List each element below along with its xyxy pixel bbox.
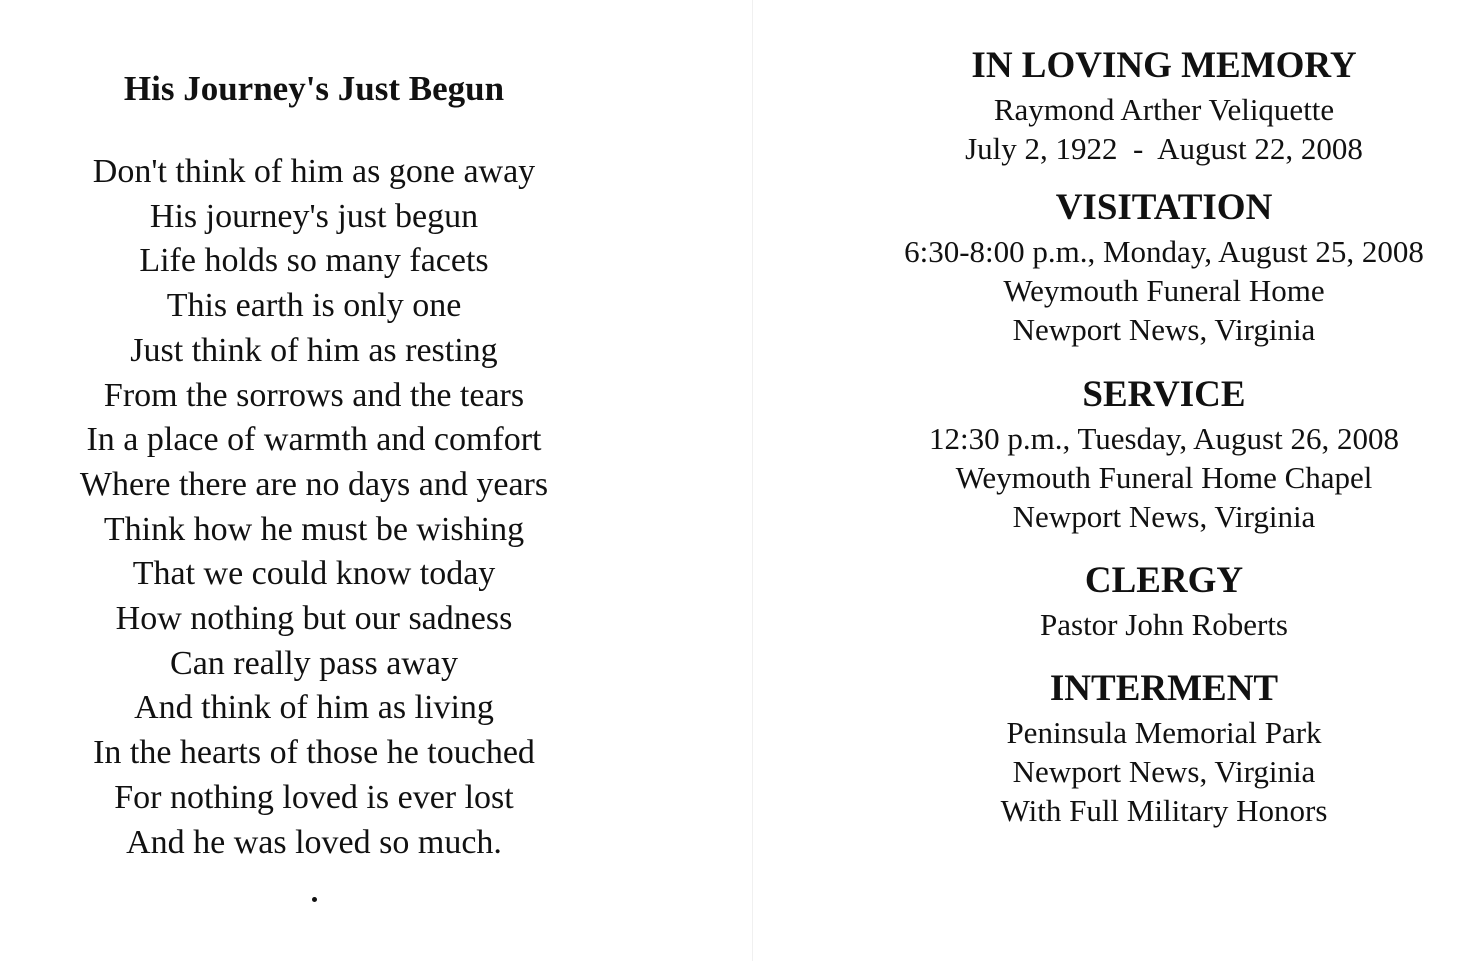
poem-line: Think how he must be wishing bbox=[103, 510, 525, 548]
poem-line: Where there are no days and years bbox=[79, 465, 549, 503]
poem-line: Can really pass away bbox=[170, 644, 458, 682]
interment-honors: With Full Military Honors bbox=[1000, 793, 1328, 828]
interment-place: Peninsula Memorial Park bbox=[1006, 715, 1322, 750]
poem-line: This earth is only one bbox=[166, 287, 462, 325]
memory-heading: IN LOVING MEMORY bbox=[971, 45, 1357, 86]
fold-line bbox=[752, 0, 753, 961]
poem-line: Just think of him as resting bbox=[130, 331, 498, 369]
service-place: Weymouth Funeral Home Chapel bbox=[955, 460, 1373, 495]
interment-section bbox=[864, 665, 1464, 830]
clergy-name: Pastor John Roberts bbox=[1040, 607, 1288, 642]
visitation-city: Newport News, Virginia bbox=[1012, 312, 1316, 347]
poem-line: And think of him as living bbox=[134, 689, 494, 727]
visitation-place: Weymouth Funeral Home bbox=[1003, 273, 1325, 308]
poem-panel bbox=[14, 66, 614, 865]
interment-city: Newport News, Virginia bbox=[1012, 754, 1316, 789]
poem-line: And he was loved so much. bbox=[126, 823, 502, 861]
poem-line: How nothing but our sadness bbox=[115, 600, 513, 638]
service-info-panel bbox=[864, 42, 1464, 844]
poem-line: For nothing loved is ever lost bbox=[114, 778, 514, 816]
memory-section bbox=[864, 42, 1464, 168]
poem-title: His Journey's Just Begun bbox=[123, 69, 505, 108]
life-dates: July 2, 1922 - August 22, 2008 bbox=[965, 131, 1363, 166]
poem-line: That we could know today bbox=[132, 555, 496, 593]
poem-line: From the sorrows and the tears bbox=[103, 376, 525, 414]
poem-line: In a place of warmth and comfort bbox=[86, 421, 542, 459]
poem-lines bbox=[14, 150, 614, 865]
clergy-section bbox=[864, 557, 1464, 644]
service-city: Newport News, Virginia bbox=[1012, 499, 1316, 534]
visitation-section bbox=[864, 184, 1464, 349]
service-heading: SERVICE bbox=[1082, 374, 1246, 415]
visitation-time: 6:30-8:00 p.m., Monday, August 25, 2008 bbox=[904, 234, 1424, 269]
service-time: 12:30 p.m., Tuesday, August 26, 2008 bbox=[929, 421, 1399, 456]
interment-heading: INTERMENT bbox=[1049, 668, 1279, 709]
visitation-heading: VISITATION bbox=[1055, 187, 1273, 228]
deceased-name: Raymond Arther Veliquette bbox=[993, 92, 1335, 127]
poem-line: His journey's just begun bbox=[149, 197, 479, 235]
service-section bbox=[864, 371, 1464, 536]
poem-line: In the hearts of those he touched bbox=[93, 734, 535, 772]
decorative-dot bbox=[312, 897, 317, 902]
poem-line: Life holds so many facets bbox=[139, 242, 489, 280]
clergy-heading: CLERGY bbox=[1084, 560, 1244, 601]
poem-line: Don't think of him as gone away bbox=[92, 153, 536, 190]
